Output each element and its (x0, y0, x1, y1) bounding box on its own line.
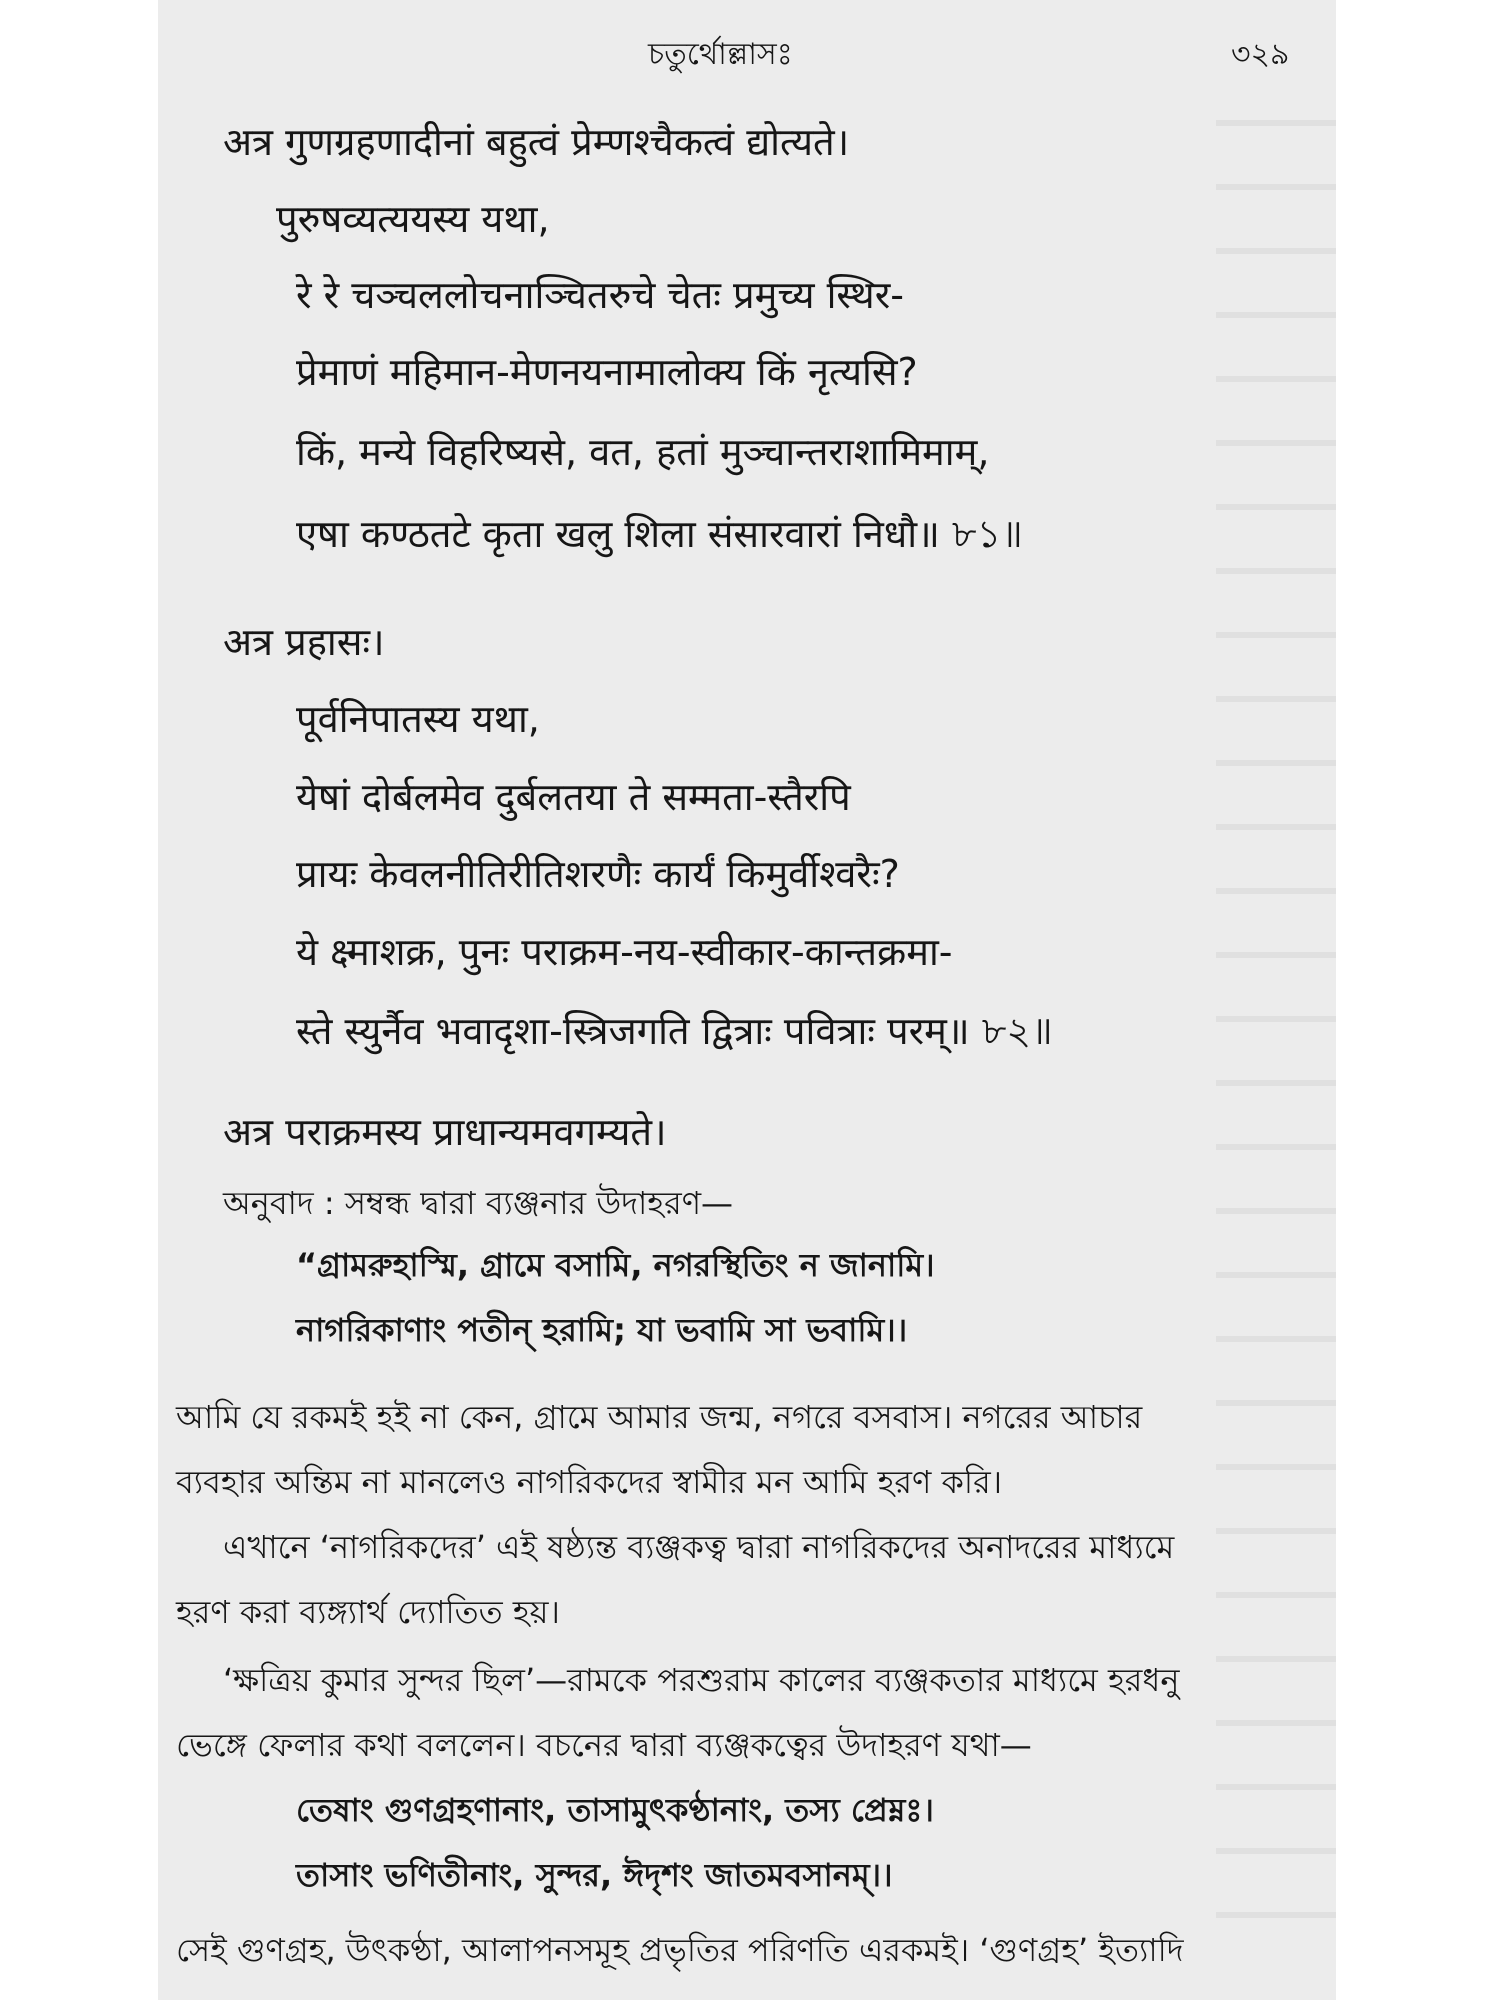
verse-line: एषा कण्ठतटे कृता खलु शिला संसारवारां निधौ॥ ৮১॥ (296, 512, 1023, 556)
paragraph-line: হরণ করা ব্যঙ্গ্যার্থ দ্যোতিত হয়। (176, 1593, 560, 1631)
text-line: अत्र गुणग्रहणादीनां बहुत्वं प्रेम्णश्चैकत्वं द्योत्यते। (223, 120, 850, 164)
verse-line: ये क्ष्माशक्र, पुनः पराक्रम-नय-स्वीकार-कान्तक्रमा- (296, 930, 953, 974)
text-line: पूर्वनिपातस्य यथा, (296, 697, 540, 741)
verse-line: येषां दोर्बलमेव दुर्बलतया ते सम्मता-स्तैरपि (296, 775, 851, 819)
quoted-verse-line: তেষাং গুণগ্রহণানাং, তাসামুৎকণ্ঠানাং, তস্য প্রেম্নঃ। (296, 1791, 934, 1829)
bleed-through-texture (1216, 120, 1336, 1920)
paragraph-line: আমি যে রকমই হই না কেন, গ্রামে আমার জন্ম, নগরে বসবাস। নগরের আচার (176, 1398, 1143, 1436)
text-line: पुरुषव्यत्ययस्य यथा, (276, 197, 550, 241)
paragraph-line: ব্যবহার অন্তিম না মানলেও নাগরিকদের স্বামীর মন আমি হরণ করি। (176, 1463, 1003, 1501)
verse-line: प्रेमाणं महिमान-मेणनयनामालोक्य किं नृत्यसि? (296, 350, 918, 394)
verse-line: किं, मन्ये विहरिष्यसे, वत, हतां मुञ्चान्तराशामिमाम्, (296, 430, 990, 474)
paragraph-line: এখানে ‘নাগরিকদের’ এই ষষ্ঠ্যন্ত ব্যঞ্জকত্ব দ্বারা নাগরিকদের অনাদরের মাধ্যমে (223, 1528, 1175, 1566)
page-number: ৩২৯ (1231, 37, 1290, 72)
running-header: চতুর্থোল্লাসঃ (648, 37, 793, 72)
translation-heading: অনুবাদ : সম্বন্ধ দ্বারা ব্যঞ্জনার উদাহরণ— (223, 1184, 734, 1222)
paragraph-line: ভেঙ্গে ফেলার কথা বললেন। বচনের দ্বারা ব্যঞ্জকত্বের উদাহরণ যথা— (176, 1726, 1032, 1764)
verse-line: स्ते स्युर्नैव भवादृशा-स्त्रिजगति द्वित्राः पवित्राः परम्॥ ৮২॥ (296, 1009, 1053, 1053)
paragraph-line: সেই গুণগ্রহ, উৎকণ্ঠা, আলাপনসমূহ প্রভৃতির পরিণতি এরকমই। ‘গুণগ্রহ’ ইত্যাদি (176, 1931, 1184, 1969)
quoted-verse-line: নাগরিকাণাং পতীন্ হরামি; যা ভবামি সা ভবামি।। (296, 1311, 908, 1349)
verse-line: प्रायः केवलनीतिरीतिशरणैः कार्यं किमुर्वीश्वरैः? (296, 852, 900, 896)
quoted-verse-line: “গ্রামরুহাস্মি, গ্রামে বসামি, নগরস্থিতিং ন জানামি। (296, 1246, 935, 1284)
quoted-verse-line: তাসাং ভণিতীনাং, সুন্দর, ঈদৃশং জাতমবসানম্।। (296, 1856, 893, 1894)
paragraph-line: ‘ক্ষত্রিয় কুমার সুন্দর ছিল’—রামকে পরশুরাম কালের ব্যঞ্জকতার মাধ্যমে হরধনু (223, 1661, 1180, 1699)
text-line: अत्र पराक्रमस्य प्राधान्यमवगम्यते। (223, 1110, 667, 1154)
text-line: अत्र प्रहासः। (223, 620, 385, 664)
book-page (158, 0, 1336, 2000)
verse-line: रे रे चञ्चललोचनाञ्चितरुचे चेतः प्रमुच्य स्थिर- (296, 273, 904, 317)
